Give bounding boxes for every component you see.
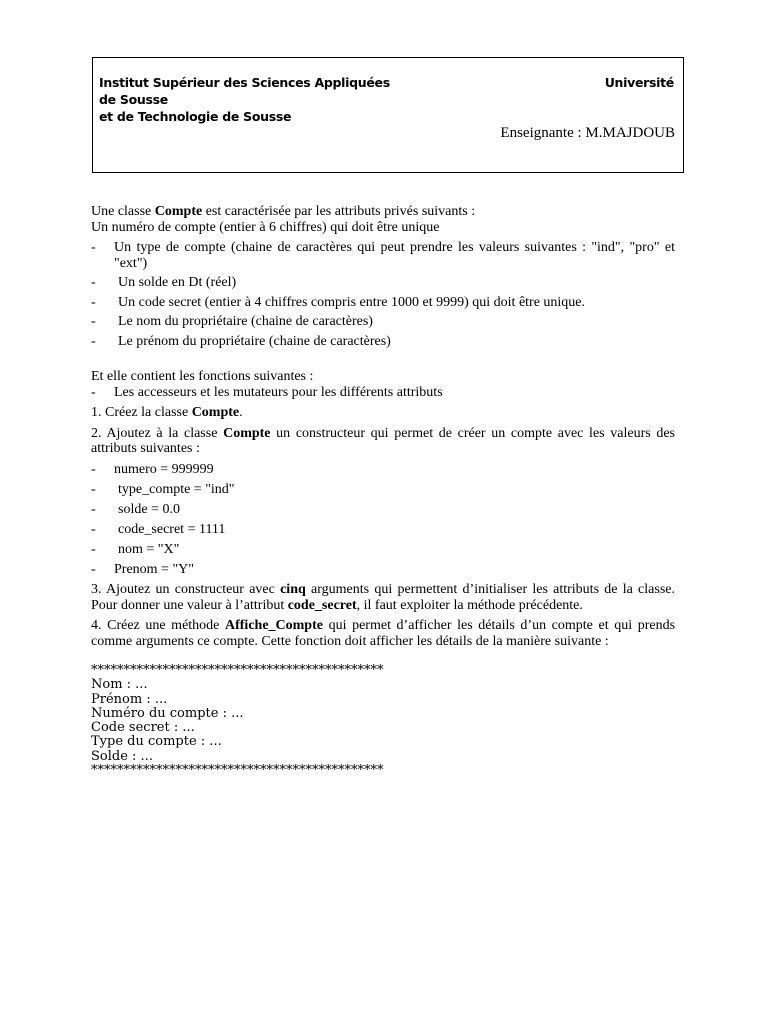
stars-line-top: ********************************************* [91, 663, 384, 678]
intro-line-2: Un numéro de compte (entier à 6 chiffres) qui doit être unique [91, 219, 440, 235]
list-item: - type_compte = "ind" [91, 481, 235, 497]
institute-line-2: de Sousse [99, 92, 168, 107]
functions-intro: Et elle contient les fonctions suivantes : [91, 369, 314, 384]
institute-line-3: et de Technologie de Sousse [99, 109, 292, 124]
university-label: Université [604, 75, 674, 90]
output-line: Solde : ... [91, 748, 153, 764]
list-item: - nom = "X" [91, 541, 180, 557]
default-values-list [91, 462, 675, 578]
list-item: - Prenom = "Y" [91, 561, 194, 577]
teacher-label: Enseignante : M.MAJDOUB [500, 125, 675, 141]
list-item: - Un code secret (entier à 4 chiffres compris entre 1000 et 9999) qui doit être unique. [91, 294, 586, 310]
output-format [91, 664, 675, 778]
list-item: - Un solde en Dt (réel) [91, 275, 237, 290]
intro-line-1: Une classe Compte est caractérisée par les attributs privés suivants : [91, 204, 476, 219]
output-line: Prénom : ... [91, 691, 168, 707]
exercise-content [91, 204, 675, 778]
question-2: 2. Ajoutez à la classe Compte un constructeur qui permet de créer un compte avec les valeurs des attributs suivantes : [91, 425, 676, 456]
output-line: Nom : ... [91, 677, 148, 693]
header-box [92, 57, 684, 173]
list-item: - solde = 0.0 [91, 501, 180, 517]
question-1: 1. Créez la classe Compte. [91, 405, 243, 420]
stars-line-bottom: ********************************************* [91, 763, 384, 779]
list-item: - Un type de compte (chaine de caractères qui peut prendre les valeurs suivantes : "ind", "pro" et "ext") [91, 240, 675, 271]
question-3: 3. Ajoutez un constructeur avec cinq arguments qui permettent d’initialiser les attributs de la classe. Pour donner une valeur à l’attribut code_secret, il faut exploiter la méthode précédente. [91, 582, 675, 613]
list-item: - Le nom du propriétaire (chaine de caractères) [91, 314, 373, 329]
list-item: - Les accesseurs et les mutateurs pour les différents attributs [91, 384, 443, 400]
list-item: - numero = 999999 [91, 461, 214, 477]
output-line: Code secret : ... [91, 720, 195, 736]
institute-line-1: Institut Supérieur des Sciences Appliquées [99, 75, 390, 90]
attributes-list [91, 240, 675, 349]
institute-name [99, 74, 390, 125]
list-item: - Le prénom du propriétaire (chaine de caractères) [91, 333, 391, 349]
question-4: 4. Créez une méthode Affiche_Compte qui permet d’afficher les détails d’un compte et qui prends comme arguments ce compte. Cette fonction doit afficher les détails de la manière suivante : [91, 618, 676, 649]
output-line: Numéro du compte : ... [91, 705, 244, 721]
list-item: - code_secret = 1111 [91, 521, 226, 537]
output-line: Type du compte : ... [91, 734, 222, 750]
